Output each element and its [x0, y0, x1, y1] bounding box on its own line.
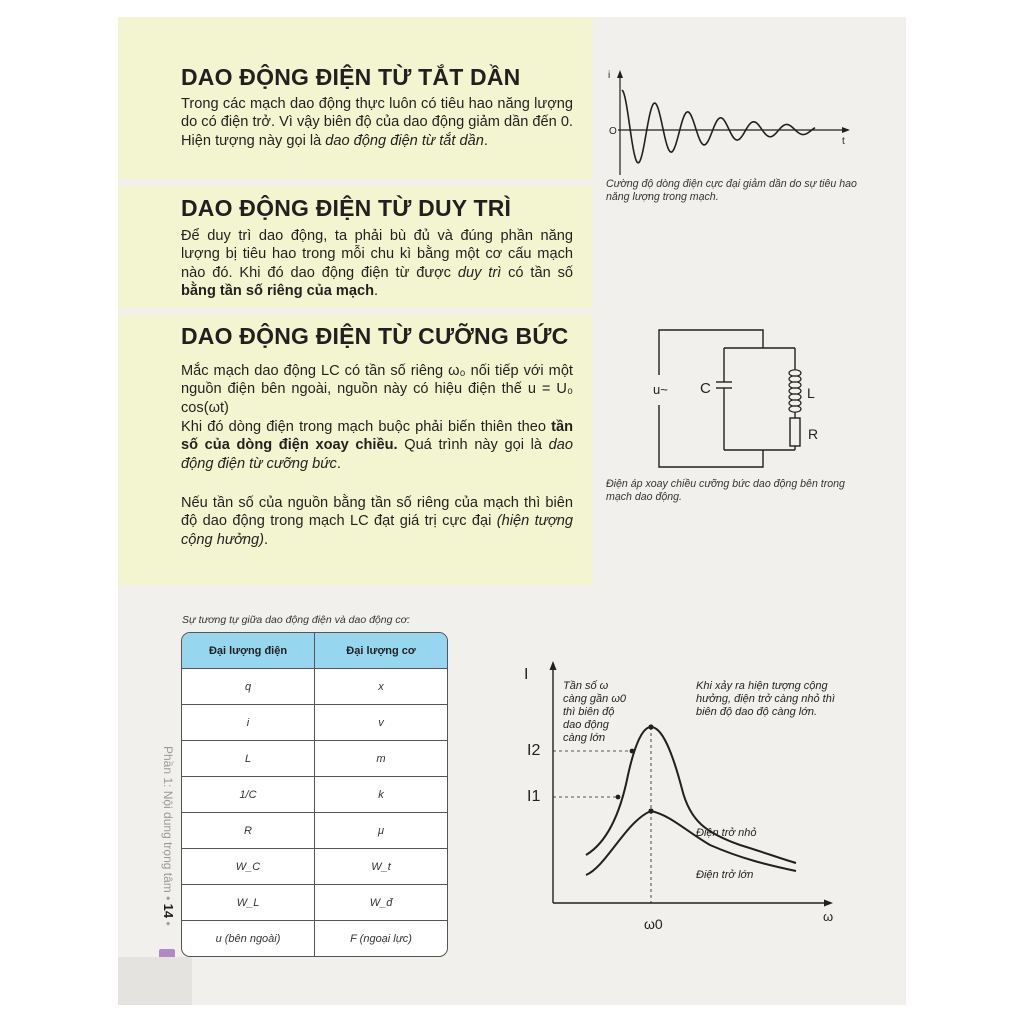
damped-y-label: i — [608, 70, 611, 81]
cell-electric: q — [244, 680, 252, 693]
heading-damped: DAO ĐỘNG ĐIỆN TỪ TẮT DẦN — [181, 64, 521, 90]
paragraph-forced-1: Mắc mạch dao động LC có tần số riêng ω₀ nối tiếp với một nguồn điện bên ngoài, nguồn này có hiệu điện thế u = U₀ cos(ωt) — [181, 363, 573, 416]
right-note — [696, 680, 835, 718]
cell-mechanical: W_đ — [369, 896, 393, 909]
resonance-x-arrow — [824, 900, 833, 907]
cell-mechanical: k — [378, 788, 384, 801]
header-mechanical: Đại lượng cơ — [315, 633, 447, 669]
circuit-source-label: u~ — [653, 382, 668, 397]
side-section-label: Phần 1: Nội dung trọng tâm • 14 • — [161, 746, 176, 926]
resistor-symbol — [790, 418, 800, 446]
paragraph-forced-2: Khi đó dòng điện trong mạch buộc phải biến thiên theo tần số của dòng điện xoay chiều. Quá trình này gọi là dao động điện từ cưỡng bức. — [181, 419, 574, 472]
cell-mechanical: x — [378, 680, 384, 693]
damped-graph-caption: Cường độ dòng điện cực đại giảm dần do sự tiêu hao năng lượng trong mạch. — [606, 178, 857, 203]
table-row — [182, 849, 447, 885]
omega0-label: ω0 — [644, 916, 663, 932]
inductor-coil — [789, 370, 801, 412]
page-footer-block — [118, 957, 192, 1005]
page-number: 14 — [161, 903, 176, 919]
header-electric: Đại lượng điện — [182, 633, 315, 669]
wire-bottom — [659, 405, 763, 467]
cell-electric: L — [244, 752, 252, 765]
paragraph-forced-3: Nếu tần số của nguồn bằng tần số riêng của mạch thì biên độ dao động trong mạch LC đạt giá trị cực đại (hiện tượng cộng hưởng). — [181, 495, 573, 548]
cell-electric: u (bên ngoài) — [215, 932, 281, 945]
cell-mechanical: m — [376, 752, 386, 765]
heading-sustained: DAO ĐỘNG ĐIỆN TỪ DUY TRÌ — [181, 195, 512, 221]
table-row — [182, 885, 447, 921]
paragraph-damped: Trong các mạch dao động thực luôn có tiêu hao năng lượng do có điện trở. Vì vậy biên độ của dao động giảm dần đến 0. Hiện tượng này gọi là dao động điện từ tắt dần. — [181, 96, 573, 149]
table-row — [182, 669, 447, 705]
circuit-resistor-label: R — [808, 426, 819, 442]
svg-text:Tần số ω: Tần số ω — [563, 680, 609, 692]
svg-text:thì biên độ: thì biên độ — [563, 706, 615, 718]
circuit-inductor-label: L — [807, 385, 815, 401]
label-small-resistance: Điện trở nhỏ — [696, 827, 757, 839]
label-large-resistance: Điện trở lớn — [696, 869, 754, 881]
svg-text:Khi xảy ra hiện tượng cộng: Khi xảy ra hiện tượng cộng — [696, 680, 828, 692]
resonance-x-label: ω — [823, 909, 834, 924]
cell-mechanical: F (ngoại lực) — [350, 932, 412, 945]
svg-text:càng gần ω0: càng gần ω0 — [563, 693, 627, 705]
damped-x-label: t — [842, 136, 845, 147]
cell-electric: W_L — [236, 896, 260, 909]
i2-label: I2 — [527, 742, 541, 759]
damped-wave-curve — [622, 90, 815, 163]
svg-text:càng lớn: càng lớn — [563, 732, 606, 744]
svg-text:hưởng, điện trở càng nhỏ thì: hưởng, điện trở càng nhỏ thì — [696, 693, 835, 705]
forced-circuit-diagram — [640, 320, 840, 480]
resonance-y-label: I — [524, 666, 529, 683]
table-row — [182, 741, 447, 777]
damped-origin-label: O — [609, 126, 617, 137]
left-note — [563, 680, 627, 744]
svg-text:biên độ dao độ càng lớn.: biên độ dao độ càng lớn. — [696, 706, 818, 718]
analogy-table — [181, 632, 448, 957]
peak-point-small-r — [648, 724, 653, 729]
damped-x-arrow — [842, 127, 850, 133]
table-row — [182, 813, 447, 849]
table-row — [182, 705, 447, 741]
resonance-y-arrow — [550, 661, 557, 670]
peak-point-large-r — [648, 808, 653, 813]
table-row — [182, 921, 447, 956]
i1-label: I1 — [527, 788, 541, 805]
resonance-graph — [510, 655, 860, 945]
table-header-row — [182, 633, 447, 669]
damped-y-arrow — [617, 70, 623, 78]
circuit-capacitor-label: C — [700, 380, 711, 397]
table-caption: Sự tương tự giữa dao động điện và dao động cơ: — [182, 614, 410, 626]
i2-point — [630, 749, 635, 754]
cell-mechanical: W_t — [371, 860, 391, 873]
curve-large-resistance — [586, 811, 796, 875]
svg-text:dao động: dao động — [563, 719, 609, 731]
damped-oscillation-graph — [600, 60, 860, 180]
cell-mechanical: μ — [377, 824, 385, 837]
cell-mechanical: v — [378, 716, 384, 729]
cell-electric: R — [244, 824, 252, 837]
heading-forced: DAO ĐỘNG ĐIỆN TỪ CƯỠNG BỨC — [181, 323, 569, 349]
cell-electric: W_C — [235, 860, 261, 873]
paragraph-sustained: Để duy trì dao động, ta phải bù đủ và đúng phần năng lượng bị tiêu hao trong mỗi chu kì bằng một cơ cấu mạch nào đó. Khi đó dao động điện từ được duy trì có tần số bằng tần số riêng của mạch. — [181, 228, 574, 300]
cell-electric: i — [246, 716, 250, 729]
cell-electric: 1/C — [239, 788, 257, 801]
table-row — [182, 777, 447, 813]
wire-top — [659, 330, 763, 375]
i1-point — [616, 795, 621, 800]
circuit-caption: Điện áp xoay chiều cưỡng bức dao động bên trong mạch dao động. — [606, 478, 845, 503]
